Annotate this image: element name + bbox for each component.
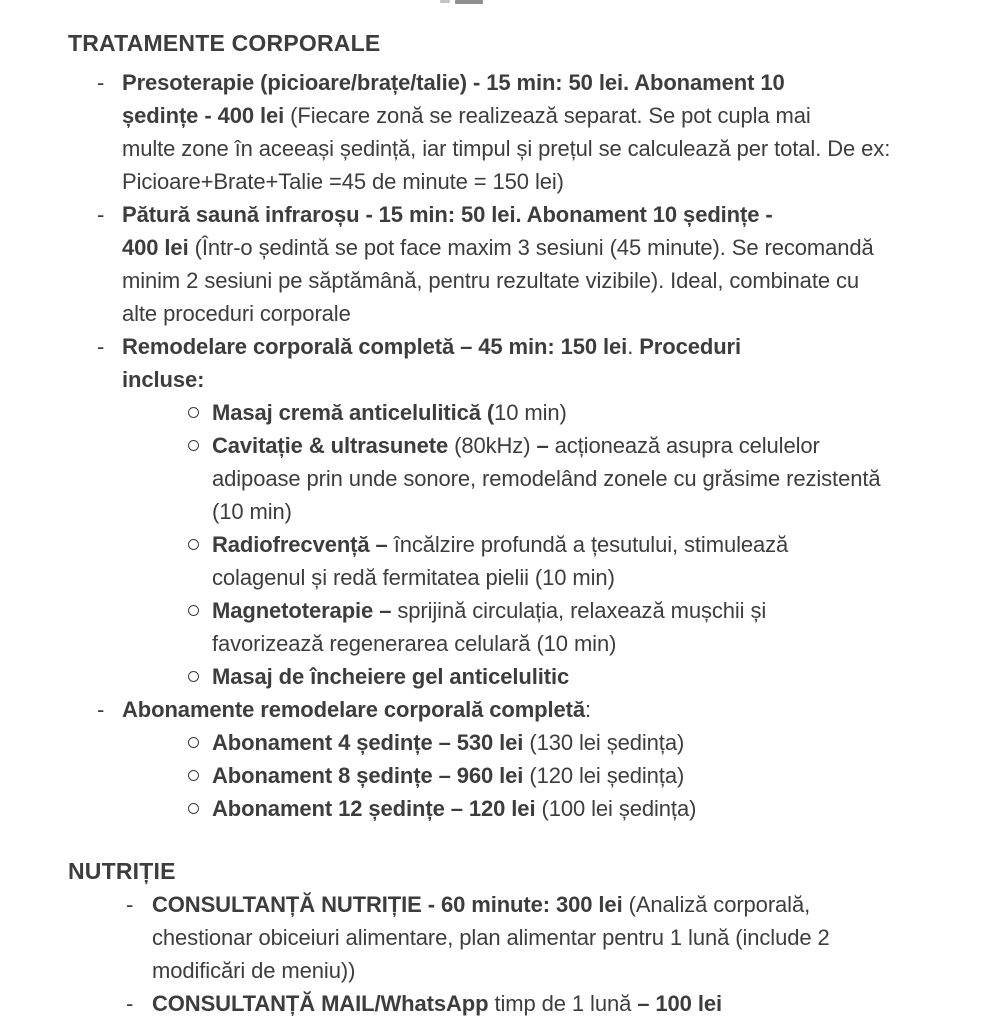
- text-segment: (Analiză corporală,: [628, 892, 811, 917]
- text-segment: Abonament 4 ședințe – 530 lei: [212, 730, 530, 755]
- list-item-line: [68, 660, 981, 693]
- text-segment: (80kHz): [454, 433, 537, 458]
- text-segment: (130 lei ședința): [529, 730, 685, 755]
- text-segment: Abonament 8 ședințe – 960 lei: [212, 763, 530, 788]
- list-item-line: [68, 792, 981, 825]
- list-item-continuation-line: [68, 627, 981, 660]
- circle-bullet-icon: [188, 770, 199, 781]
- text-segment: 400 lei: [122, 235, 195, 260]
- list-item-line: [68, 594, 981, 627]
- dash-bullet-icon: -: [126, 892, 134, 917]
- list-item-continuation-line: [68, 495, 981, 528]
- text-segment: ședințe - 400 lei: [122, 103, 291, 128]
- list-item-line: [68, 888, 981, 921]
- section-heading: TRATAMENTE CORPORALE: [68, 30, 381, 56]
- list-item-line: [68, 429, 981, 462]
- text-segment: :: [585, 697, 592, 722]
- list-item-line: [68, 528, 981, 561]
- text-segment: (100 lei ședința): [541, 796, 697, 821]
- text-segment: (Fiecare zonă se realizează separat. Se pot cupla mai: [290, 103, 811, 128]
- text-segment: Picioare+Brate+Talie =45 de minute = 150 lei): [122, 169, 564, 194]
- circle-bullet-icon: [188, 803, 199, 814]
- text-segment: acționează asupra celulelor: [554, 433, 820, 458]
- text-segment: chestionar obiceiuri alimentare, plan alimentar pentru 1 lună (include 2: [152, 925, 830, 950]
- text-segment: CONSULTANȚĂ NUTRIȚIE - 60 minute: 300 lei: [152, 892, 629, 917]
- list-item-line: [68, 66, 981, 99]
- text-segment: colagenul și redă fermitatea pielii (10 min): [212, 565, 615, 590]
- text-segment: adipoase prin unde sonore, remodelând zonele cu grăsime rezistentă: [212, 466, 881, 491]
- list-item-line: [68, 759, 981, 792]
- text-segment: (120 lei ședința): [529, 763, 685, 788]
- text-segment: sprijină circulația, relaxează mușchii și: [397, 598, 767, 623]
- circle-bullet-icon: [188, 605, 199, 616]
- text-segment: (10 min): [212, 499, 292, 524]
- list-item-line: [68, 726, 981, 759]
- text-segment: multe zone în aceeași ședință, iar timpul și prețul se calculează per total. De ex:: [122, 136, 891, 161]
- list-item-line: [68, 396, 981, 429]
- circle-bullet-icon: [188, 737, 199, 748]
- circle-bullet-icon: [188, 440, 199, 451]
- circle-bullet-icon: [188, 671, 199, 682]
- text-segment: Abonament 12 ședințe – 120 lei: [212, 796, 542, 821]
- dash-bullet-icon: -: [97, 202, 105, 227]
- section: [68, 27, 981, 825]
- text-segment: Pătură saună infraroșu - 15 min: 50 lei. Abonament 10 ședințe -: [122, 202, 773, 227]
- section-heading: NUTRIȚIE: [68, 858, 176, 884]
- list-item-continuation-line: [68, 363, 981, 396]
- list-item-line: [68, 987, 981, 1020]
- text-segment: Abonamente remodelare corporală completă: [122, 697, 586, 722]
- text-segment: Proceduri: [639, 334, 742, 359]
- text-segment: (Într-o ședintă se pot face maxim 3 sesiuni (45 minute). Se recomandă: [194, 235, 874, 260]
- dash-bullet-icon: -: [97, 70, 105, 95]
- text-segment: minim 2 sesiuni pe săptămână, pentru rezultate vizibile). Ideal, combinate cu: [122, 268, 860, 293]
- text-segment: Remodelare corporală completă – 45 min: 150 lei: [122, 334, 628, 359]
- text-segment: timp de 1 lună: [494, 991, 638, 1016]
- text-segment: .: [627, 334, 640, 359]
- text-segment: – 100 lei: [637, 991, 722, 1016]
- text-segment: –: [536, 433, 555, 458]
- text-segment: Presoterapie (picioare/brațe/talie) - 15 min: 50 lei. Abonament 10: [122, 70, 785, 95]
- list-item-continuation-line: [68, 954, 981, 987]
- list-item-continuation-line: [68, 921, 981, 954]
- list-item-continuation-line: [68, 264, 981, 297]
- circle-bullet-icon: [188, 539, 199, 550]
- dash-bullet-icon: -: [126, 991, 134, 1016]
- text-segment: Masaj cremă anticelulitică (: [212, 400, 495, 425]
- dash-bullet-icon: -: [97, 334, 105, 359]
- text-segment: încălzire profundă a țesutului, stimulează: [393, 532, 789, 557]
- section: [68, 855, 981, 1020]
- text-segment: Magnetoterapie –: [212, 598, 398, 623]
- list-item-continuation-line: [68, 99, 981, 132]
- dash-bullet-icon: -: [97, 697, 105, 722]
- list-item-continuation-line: [68, 462, 981, 495]
- list-item-continuation-line: [68, 561, 981, 594]
- text-segment: incluse:: [122, 367, 205, 392]
- list-item-continuation-line: [68, 297, 981, 330]
- text-segment: Radiofrecvență –: [212, 532, 394, 557]
- list-item-line: [68, 330, 981, 363]
- text-segment: 10 min): [494, 400, 567, 425]
- list-item-line: [68, 693, 981, 726]
- text-segment: CONSULTANȚĂ MAIL/WhatsApp: [152, 991, 495, 1016]
- text-segment: alte proceduri corporale: [122, 301, 351, 326]
- text-segment: modificări de meniu)): [152, 958, 356, 983]
- text-segment: Cavitație & ultrasunete: [212, 433, 455, 458]
- text-segment: Masaj de încheiere gel anticelulitic: [212, 664, 570, 689]
- circle-bullet-icon: [188, 407, 199, 418]
- list-item-continuation-line: [68, 132, 981, 165]
- list-item-line: [68, 198, 981, 231]
- list-item-continuation-line: [68, 165, 981, 198]
- text-segment: favorizează regenerarea celulară (10 min): [212, 631, 617, 656]
- list-item-continuation-line: [68, 231, 981, 264]
